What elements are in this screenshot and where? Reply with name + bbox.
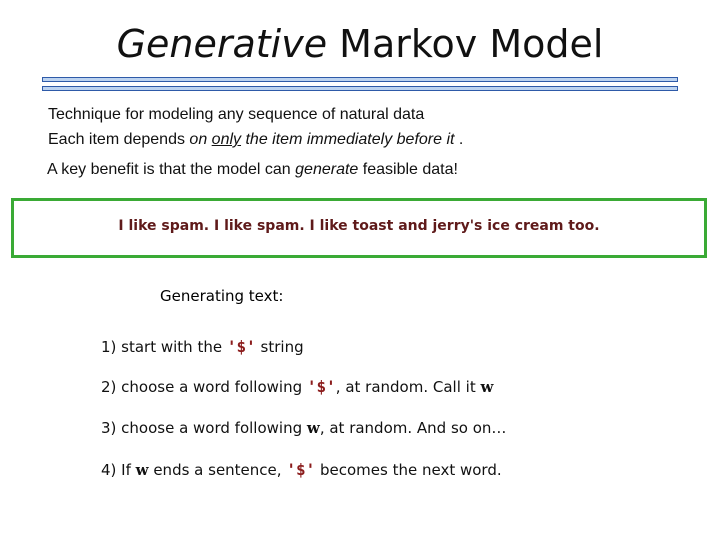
step-4 (101, 460, 502, 479)
step-2-pre: 2) choose a word following (101, 378, 307, 396)
line3-c: feasible data! (358, 161, 458, 178)
step-4-mid: ends a sentence, (148, 461, 287, 479)
line3-generate: generate (295, 161, 359, 178)
intro-line-1: Technique for modeling any sequence of natural data (48, 106, 425, 123)
slide-title (0, 22, 720, 66)
intro-line-2 (48, 131, 463, 149)
step-2-var: w (480, 378, 494, 396)
step-4-var: w (135, 461, 149, 479)
title-rule (42, 77, 678, 94)
step-1-code: '$' (226, 337, 256, 356)
line2-b: on (189, 131, 212, 148)
step-1-pre: 1) start with the (101, 338, 227, 356)
step-2-post: , at random. Call it (335, 378, 481, 396)
step-1-post: string (255, 338, 304, 356)
step-4-code: '$' (286, 460, 316, 479)
example-text: I like spam. I like spam. I like toast and jerry's ice cream too. (118, 218, 600, 234)
rule-bar-top (42, 77, 678, 82)
generating-heading: Generating text: (160, 287, 284, 305)
intro-line-3 (47, 161, 458, 179)
step-3 (101, 419, 506, 437)
step-4-pre: 4) If (101, 461, 136, 479)
line2-only: only (211, 131, 242, 148)
line2-d: the item immediately before it (241, 131, 455, 148)
step-3-pre: 3) choose a word following (101, 419, 307, 437)
step-2 (101, 377, 493, 396)
step-4-post: becomes the next word. (315, 461, 502, 479)
example-box (11, 198, 707, 258)
rule-bar-bottom (42, 86, 678, 91)
step-1 (101, 337, 304, 356)
step-3-var: w (306, 419, 320, 437)
title-rest: Markov Model (327, 22, 604, 66)
line2-e: . (454, 131, 464, 148)
title-italic: Generative (116, 22, 328, 66)
step-2-code: '$' (306, 377, 336, 396)
line3-a: A key benefit is that the model can (47, 161, 296, 178)
step-3-post: , at random. And so on… (319, 419, 507, 437)
line2-a: Each item depends (48, 131, 190, 148)
